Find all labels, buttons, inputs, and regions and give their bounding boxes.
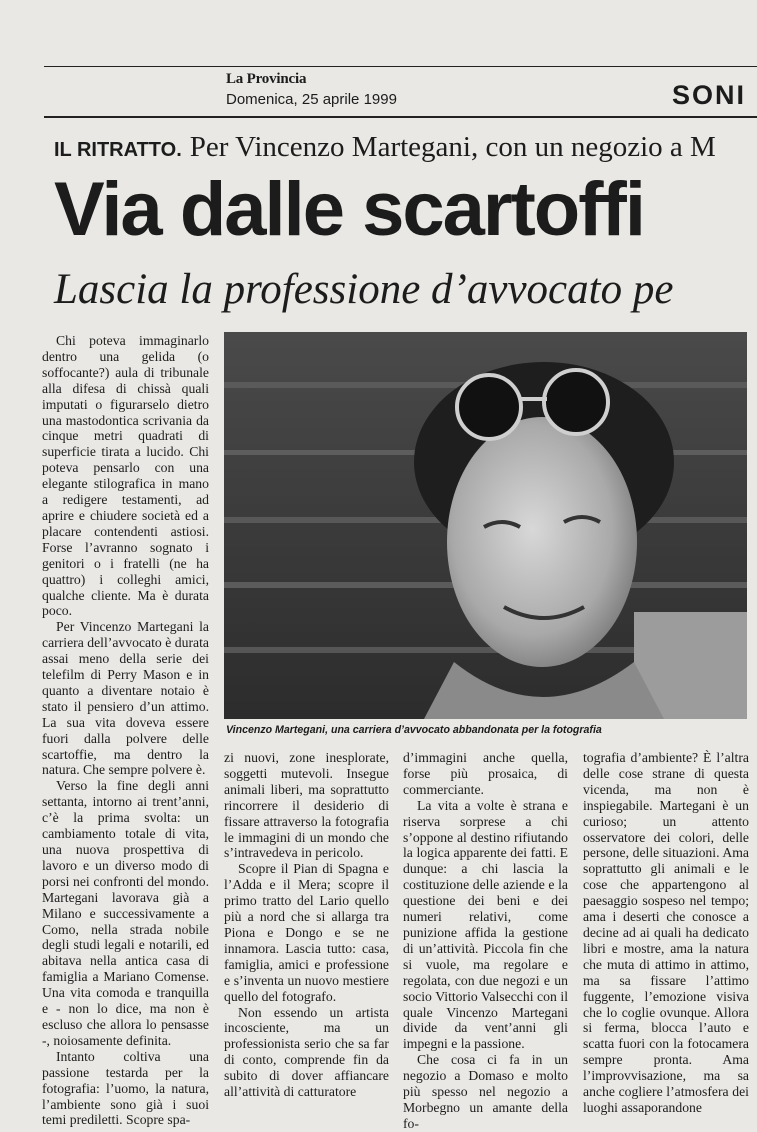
subheadline: Lascia la professione d’avvocato pe	[54, 266, 674, 313]
article-column-3	[403, 750, 568, 1132]
paragraph: La vita a volte è strana e riserva sorprese a chi s’oppone al destino rifiutando la logica apparente dei fatti. E dunque: a chi lascia la costituzione delle aziende e la questione dei beni e dei numeri relativi, come punizione affida la gestione di un’attività. Piccola fin che si vuole, ma regolare e regolata, con due negozi e un socio Vittorio Valsecchi con il quale Vincenzo Martegani divide da vent’anni gli impegni e la passione.	[403, 797, 568, 1052]
article-column-4	[583, 750, 749, 1116]
section-title: SONI	[672, 80, 747, 110]
kicker-text: Per Vincenzo Martegani, con un negozio a M	[189, 131, 716, 163]
top-rule	[44, 66, 757, 67]
article-kicker	[54, 131, 716, 164]
paragraph: Intanto coltiva una passione testarda per la fotografia: l’uomo, la natura, l’ambiente sono già i suoi temi prediletti. Scopre spa-	[42, 1048, 209, 1128]
paragraph: Che cosa ci fa in un negozio a Domaso e molto più spesso nel negozio a Morbegno un amante della fo-	[403, 1052, 568, 1131]
paragraph: tografia d’ambiente? È l’altra delle cose strane di questa vicenda, ma non è inspiegabile. Martegani è un curioso; un attento osservatore dei colori, delle persone, delle situazioni. Ama soprattutto gli animali e le cose che appartengono al paesaggio sospeso nel tempo; ama i deserti che conosce a decine ad ai quali ha dedicato libri e mostre, ama la natura che muta di attimo in attimo, ma sa fissare l’attimo fuggente, l’emozione visiva che lo coglie ovunque. Allora si ferma, blocca l’auto e scatta fuori con la fotocamera sempre pronta. Ama l’improvvisazione, ma sa anche cogliere l’atmosfera dei luoghi assaporandone	[583, 750, 749, 1115]
newspaper-masthead: La Provincia	[226, 71, 307, 87]
headline: Via dalle scartoffi	[54, 167, 644, 252]
photo-caption: Vincenzo Martegani, una carriera d’avvocato abbandonata per la fotografia	[226, 724, 602, 736]
paragraph: d’immagini anche quella, forse più prosaica, di commerciante.	[403, 750, 568, 797]
portrait-photo	[224, 332, 747, 719]
paragraph: Non essendo un artista incosciente, ma un professionista serio che sa far di conto, comprende fin da subito di dover affiancare all’attività di catturatore	[224, 1004, 389, 1100]
portrait-illustration	[224, 332, 747, 719]
paragraph: Verso la fine degli anni settanta, intorno ai trent’anni, c’è la prima svolta: un cambiamento totale di vita, una nuova prospettiva di lavoro e un diverso modo di porsi nei confronti del mondo. Martegani lavorava già a Milano e successivamente a Como, nella strada nobile degli studi legali e notarili, ed abitava nella antica casa di famiglia a Mariano Comense. Una vita comoda e tranquilla e - non lo dice, ma non è escluso che allora lo pensasse -, noiosamente definita.	[42, 778, 209, 1048]
issue-date: Domenica, 25 aprile 1999	[226, 91, 397, 108]
article-column-2	[224, 750, 389, 1100]
paragraph: Chi poteva immaginarlo dentro una gelida (o soffocante?) aula di tribunale alla difesa di chissà quali imputati o figurarselo dietro una mastodontica scrivania da cinque metri quadrati di superficie tirata a lucido. Chi poteva pensarlo con una elegante stilografica in mano a redigere testamenti, ad aprire e chiudere società ed a placare contendenti astiosi. Forse l’avranno sognato i genitori o i fratelli (ne ha quattro) i colleghi amici, qualche cliente. Ma è durata poco.	[42, 333, 209, 619]
paragraph: Per Vincenzo Martegani la carriera dell’avvocato è durata assai meno della serie dei telefilm di Perry Mason e in quanto a diventare notaio è stato il pensiero d’un attimo. La sua vita doveva essere fuori dalla polvere delle scartoffie, ma dentro la natura. Che sempre polvere è.	[42, 619, 209, 778]
header-rule	[44, 116, 757, 118]
kicker-label: IL RITRATTO.	[54, 139, 182, 161]
article-column-1	[42, 333, 209, 1128]
paragraph: Scopre il Pian di Spagna e l’Adda e il Mera; scopre il primo tratto del Lario quello più a nord che si allarga tra Piona e Dongo e se ne innamora. Lascia tutto: casa, famiglia, amici e professione e s’inventa un nuovo mestiere quello del fotografo.	[224, 861, 389, 1004]
paragraph: zi nuovi, zone inesplorate, soggetti mutevoli. Insegue animali liberi, ma soprattutto rincorrere il desiderio di fissare attraverso la fotografia le immagini di un mondo che s’intravedeva in pericolo.	[224, 750, 389, 861]
